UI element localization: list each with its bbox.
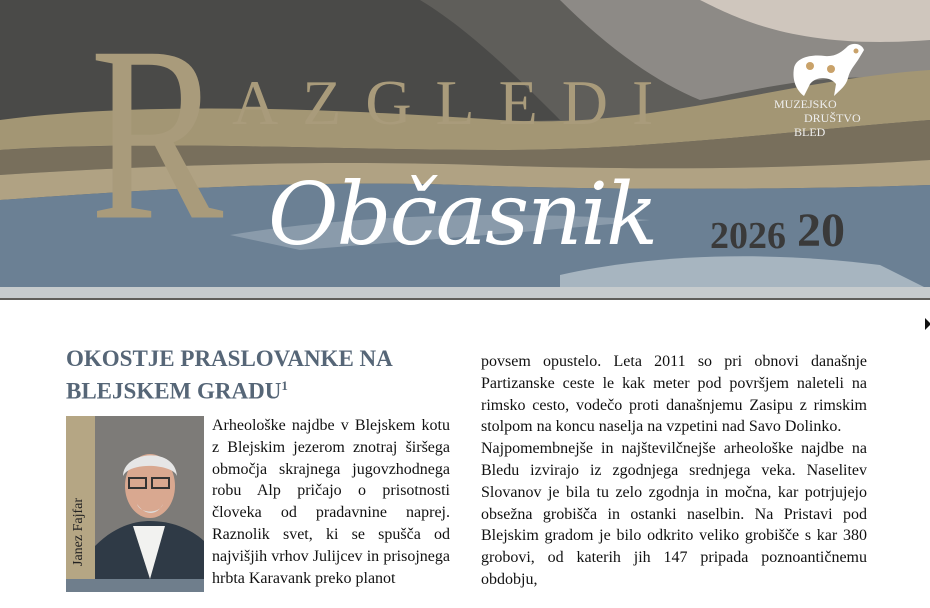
footnote-mark[interactable]: 1 [281,378,288,393]
banner-divider [0,287,930,298]
logo-text-line: MUZEJSKO [774,97,837,111]
article-column-1: Arheološke najdbe v Blejskem kotu z Blejskim jezerom znotraj širšega območja skrajnega jugovzhodnega robu Alp pričajo o prisotnosti človeka od pradavnine naprej. Raznolik svet, ki se spušča od najvišjih vrhov Julijcev in prisojnega hrbta Karavank preko planot [212,417,450,587]
article-title [66,345,456,405]
issue-year: 2026 [710,215,786,257]
masthead-subtitle: Občasnik [268,165,657,265]
paragraph: povsem opustelo. Leta 2011 so pri obnovi današnje Partizanske ceste le kak meter pod površjem naleteli na rimsko cesto, vodečo proti današnjemu Zasipu z rimskim stolpom na koncu naselja na vzpetini nad Savo Dolinko. [481,353,867,436]
logo-text-line: DRUŠTVO [804,111,861,125]
paragraph: Najpomembnejše in najštevilčnejše arheološke najdbe na Bledu izvirajo iz zgodnjega srednjega veka. Naselitev Slovanov je bila tu zelo zgodnja in močna, kar potrjujejo obsežna grobišča in ostanki naselbin. Na Pristavi pod Blejskim gradom je bilo odkrito veliko grobišče s kar 380 grobovi, od katerih jih 147 pripada poznoantičnemu obdobju, [481,440,867,588]
masthead-banner [0,0,930,300]
mouse-pointer-icon [925,318,930,330]
article-column-2 [481,351,867,591]
logo-text-line: BLED [794,125,826,139]
author-photo [66,416,204,594]
horse-icon [770,38,880,100]
masthead-title: AZGLEDI [232,67,678,138]
museum-society-logo [770,38,890,138]
author-portrait [95,416,204,579]
masthead-title-initial: R [90,0,224,273]
article-title-text: OKOSTJE PRASLOVANKE NA BLEJSKEM GRADU [66,346,392,404]
issue-number: 20 [797,204,845,257]
photo-caption-bar [66,579,204,592]
author-name: Janez Fajfar [71,497,86,566]
